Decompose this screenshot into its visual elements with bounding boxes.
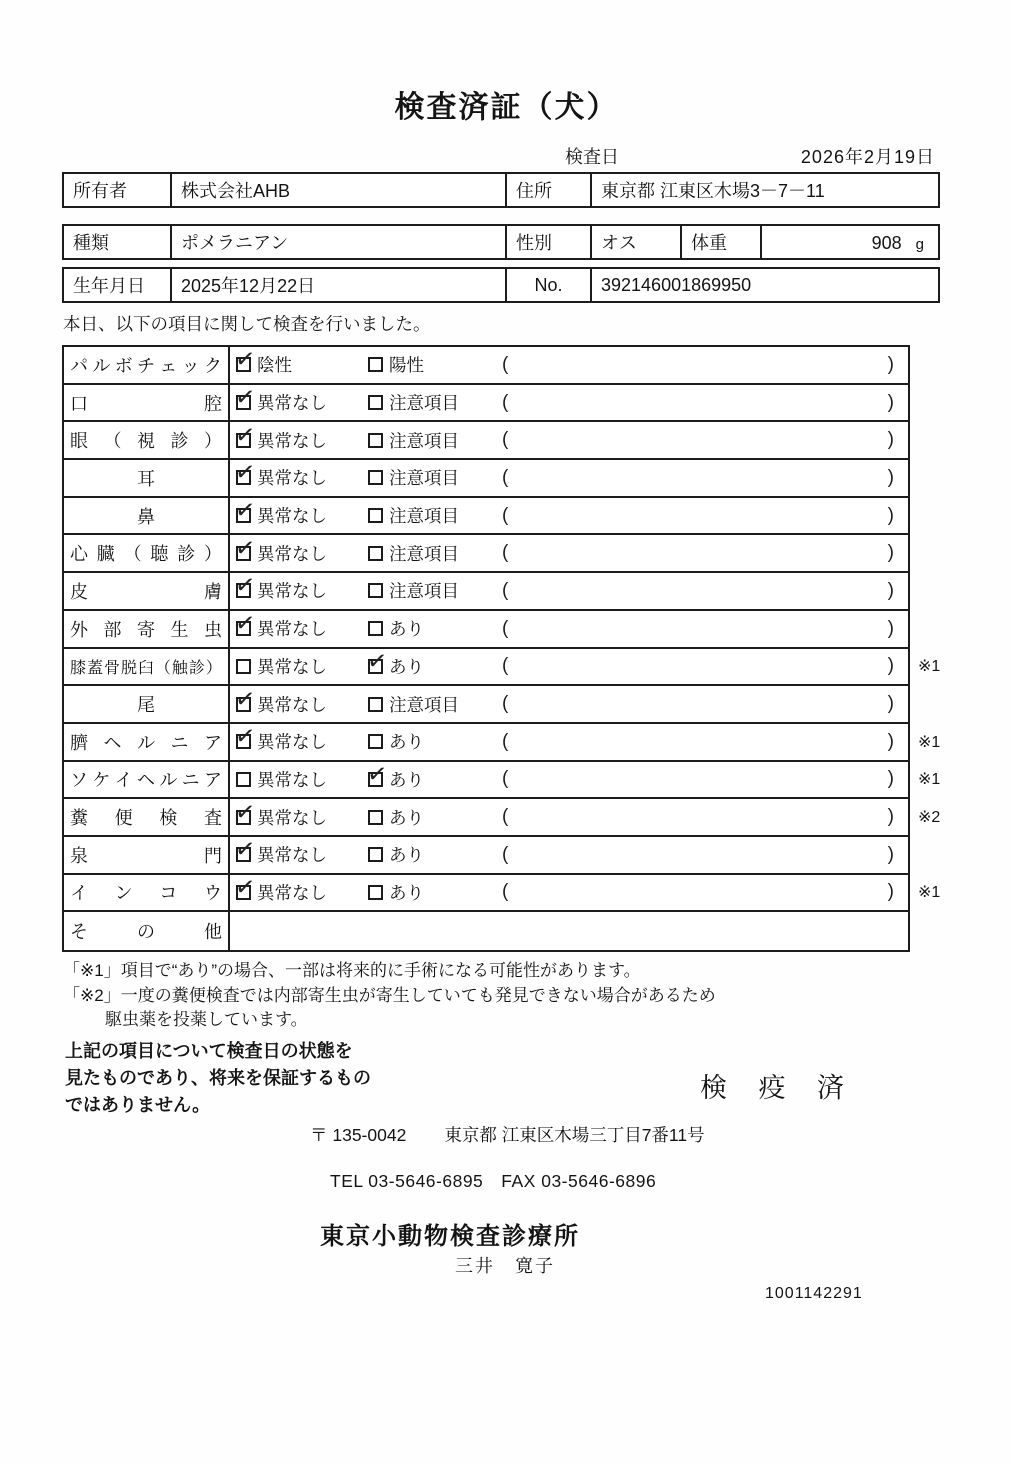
option-label: あり xyxy=(389,807,424,828)
inspection-row xyxy=(64,649,941,687)
option-label: あり xyxy=(389,732,424,753)
breed-value: ポメラニアン xyxy=(172,226,507,258)
inspection-row-content xyxy=(230,385,908,421)
paren-close: ) xyxy=(887,881,894,903)
footnote-mark: ※2 xyxy=(918,809,941,827)
inspection-item-name: 糞 便 検 査 xyxy=(64,799,230,835)
inspection-option xyxy=(236,799,327,835)
inspection-option xyxy=(236,611,327,647)
checkbox-checked-icon xyxy=(236,697,251,712)
footnote-mark: ※1 xyxy=(918,771,941,789)
inspection-option xyxy=(368,498,459,534)
checkbox-unchecked-icon xyxy=(368,847,383,862)
breed-row xyxy=(62,224,940,260)
paren-open: ( xyxy=(502,768,509,790)
option-label: 陽性 xyxy=(389,355,424,376)
checkbox-checked-icon xyxy=(368,659,383,674)
inspection-row xyxy=(64,573,908,611)
inspection-option xyxy=(368,799,424,835)
weight-label: 体重 xyxy=(682,226,762,258)
inspection-row-content xyxy=(230,799,908,835)
checkbox-checked-icon xyxy=(236,885,251,900)
paren-open: ( xyxy=(502,843,509,865)
inspection-option xyxy=(236,498,327,534)
checkbox-unchecked-icon xyxy=(368,470,383,485)
inspection-row xyxy=(64,498,908,536)
checkbox-checked-icon xyxy=(236,847,251,862)
clinic-address: 東京都 江東区木場三丁目7番11号 xyxy=(444,1125,705,1145)
option-label: あり xyxy=(389,769,424,790)
checkbox-checked-icon xyxy=(236,810,251,825)
paren-close: ) xyxy=(887,504,894,526)
inspection-table xyxy=(62,345,941,952)
inspection-row-content xyxy=(230,724,908,760)
inspection-item-name: 眼 （ 視 診 ） xyxy=(64,422,230,458)
inspection-option xyxy=(236,535,327,571)
inspection-option xyxy=(368,611,424,647)
footnote-mark: ※1 xyxy=(918,658,941,676)
paren-open: ( xyxy=(502,353,509,375)
option-label: 異常なし xyxy=(257,845,327,866)
inspection-item-name: パ ル ボ チ ェ ッ ク xyxy=(64,347,230,383)
option-label: 異常なし xyxy=(257,430,327,451)
inspection-item-name: 外 部 寄 生 虫 xyxy=(64,611,230,647)
inspection-option xyxy=(236,724,327,760)
option-label: あり xyxy=(389,882,424,903)
inspection-row xyxy=(64,460,908,498)
inspection-row xyxy=(64,837,908,875)
quarantine-stamp: 検 疫 済 xyxy=(700,1073,857,1103)
option-label: 異常なし xyxy=(257,581,327,602)
inspection-item-name: 口 腔 xyxy=(64,385,230,421)
paren-open: ( xyxy=(502,391,509,413)
inspection-row-content xyxy=(230,875,908,911)
option-label: あり xyxy=(389,619,424,640)
inspection-row xyxy=(64,686,908,724)
paren-close: ) xyxy=(887,768,894,790)
option-label: 注意項目 xyxy=(389,506,459,527)
checkbox-unchecked-icon xyxy=(368,885,383,900)
option-label: 注意項目 xyxy=(389,694,459,715)
checkbox-unchecked-icon xyxy=(368,621,383,636)
inspection-item-name: 膝 蓋 骨 脱 臼 （ 触 診 ） xyxy=(64,649,230,685)
checkbox-checked-icon xyxy=(236,546,251,561)
option-label: 異常なし xyxy=(257,882,327,903)
inspection-row-content xyxy=(230,498,908,534)
inspection-option xyxy=(236,837,327,873)
paren-open: ( xyxy=(502,504,509,526)
option-label: 異常なし xyxy=(257,506,327,527)
breed-label: 種類 xyxy=(64,226,172,258)
inspection-item-name: イ ン コ ウ xyxy=(64,875,230,911)
inspection-date-label: 検査日 xyxy=(565,147,619,167)
birth-row xyxy=(62,267,940,303)
inspection-row-content xyxy=(230,837,908,873)
inspection-row-content xyxy=(230,573,908,609)
serial-number: 1001142291 xyxy=(765,1285,863,1302)
checkbox-unchecked-icon xyxy=(368,697,383,712)
birth-label: 生年月日 xyxy=(64,269,172,301)
address-value: 東京都 江東区木場3－7－11 xyxy=(601,181,825,201)
footnote-1: 「※1」項目で“あり”の場合、一部は将来的に手術になる可能性があります。 xyxy=(63,961,641,980)
checkbox-unchecked-icon xyxy=(368,810,383,825)
option-label: 注意項目 xyxy=(389,430,459,451)
checkbox-checked-icon xyxy=(368,772,383,787)
inspection-option xyxy=(368,535,459,571)
paren-open: ( xyxy=(502,466,509,488)
checkbox-unchecked-icon xyxy=(368,734,383,749)
inspection-row-content xyxy=(230,611,908,647)
doc-no-value: 392146001869950 xyxy=(601,274,752,295)
paren-open: ( xyxy=(502,806,509,828)
inspection-option xyxy=(236,460,327,496)
checkbox-unchecked-icon xyxy=(368,508,383,523)
option-label: 異常なし xyxy=(257,769,327,790)
inspection-item-name: そ の 他 xyxy=(64,912,230,950)
footnote-2: 「※2」一度の糞便検査では内部寄生虫が寄生していても発見できない場合があるため xyxy=(63,985,716,1005)
inspection-option xyxy=(368,385,459,421)
doc-no-label: No. xyxy=(507,269,592,301)
inspection-row-content xyxy=(230,649,908,685)
paren-open: ( xyxy=(502,542,509,564)
paren-close: ) xyxy=(887,730,894,752)
option-label: 陰性 xyxy=(257,355,292,376)
inspection-option xyxy=(368,573,459,609)
inspection-option xyxy=(236,347,292,383)
paren-close: ) xyxy=(887,843,894,865)
checkbox-unchecked-icon xyxy=(368,433,383,448)
checkbox-unchecked-icon xyxy=(236,659,251,674)
inspection-item-name: ソ ケ イ ヘ ル ニ ア xyxy=(64,762,230,798)
footnote-mark: ※1 xyxy=(918,884,941,902)
inspection-option xyxy=(368,762,424,798)
paren-open: ( xyxy=(502,693,509,715)
option-label: 異常なし xyxy=(257,807,327,828)
option-label: 注意項目 xyxy=(389,581,459,602)
footnotes xyxy=(63,959,716,1033)
option-label: 異常なし xyxy=(257,543,327,564)
paren-open: ( xyxy=(502,429,509,451)
inspection-option xyxy=(368,875,424,911)
checkbox-unchecked-icon xyxy=(368,395,383,410)
inspection-item-name: 皮 膚 xyxy=(64,573,230,609)
inspection-option xyxy=(236,422,327,458)
disclaimer-line-1: 上記の項目について検査日の状態を xyxy=(65,1041,353,1061)
postal-code: 〒 135-0042 xyxy=(310,1125,407,1145)
option-label: 異常なし xyxy=(257,694,327,715)
inspection-item-name: 心 臓 （ 聴 診 ） xyxy=(64,535,230,571)
inspection-item-name: 鼻 xyxy=(64,498,230,534)
checkbox-unchecked-icon xyxy=(368,546,383,561)
inspection-row xyxy=(64,724,941,762)
owner-row xyxy=(62,172,940,208)
checkbox-unchecked-icon xyxy=(368,583,383,598)
footnote-mark: ※1 xyxy=(918,733,941,751)
option-label: 注意項目 xyxy=(389,393,459,414)
inspection-item-name: 臍 ヘ ル ニ ア xyxy=(64,724,230,760)
inspection-item-name: 尾 xyxy=(64,686,230,722)
paren-close: ) xyxy=(887,693,894,715)
paren-open: ( xyxy=(502,579,509,601)
inspection-option xyxy=(236,649,327,685)
inspection-option xyxy=(236,385,327,421)
checkbox-checked-icon xyxy=(236,357,251,372)
weight-unit: g xyxy=(915,236,924,253)
inspection-row xyxy=(64,875,941,913)
inspection-row-content xyxy=(230,762,908,798)
birth-value: 2025年12月22日 xyxy=(172,269,507,301)
page-title: 検査済証（犬） xyxy=(394,91,619,124)
paren-open: ( xyxy=(502,617,509,639)
sex-value: オス xyxy=(592,226,682,258)
option-label: 異常なし xyxy=(257,619,327,640)
inspection-option xyxy=(368,649,424,685)
inspection-item-name: 耳 xyxy=(64,460,230,496)
paren-close: ) xyxy=(887,617,894,639)
checkbox-unchecked-icon xyxy=(368,357,383,372)
clinic-name: 東京小動物検査診療所 xyxy=(320,1223,580,1250)
inspection-option xyxy=(368,460,459,496)
inspection-option xyxy=(368,347,424,383)
inspection-option xyxy=(368,724,424,760)
disclaimer-line-2: 見たものであり、将来を保証するもの xyxy=(65,1068,371,1088)
option-label: 異常なし xyxy=(257,656,327,677)
weight-value: 908 xyxy=(871,233,902,253)
owner-value: 株式会社AHB xyxy=(172,174,507,206)
paren-close: ) xyxy=(887,429,894,451)
paren-open: ( xyxy=(502,881,509,903)
inspection-row xyxy=(64,762,941,800)
checkbox-checked-icon xyxy=(236,621,251,636)
paren-open: ( xyxy=(502,655,509,677)
inspection-option xyxy=(368,422,459,458)
sex-label: 性別 xyxy=(507,226,592,258)
option-label: 異常なし xyxy=(257,732,327,753)
checkbox-checked-icon xyxy=(236,470,251,485)
intro-text: 本日、以下の項目に関して検査を行いました。 xyxy=(63,314,431,334)
clinic-address-line xyxy=(310,1122,705,1147)
paren-close: ) xyxy=(887,542,894,564)
inspection-row-content xyxy=(230,686,908,722)
inspection-row xyxy=(64,535,908,573)
inspection-option xyxy=(236,686,327,722)
inspection-option xyxy=(236,875,327,911)
inspection-option xyxy=(236,573,327,609)
paren-open: ( xyxy=(502,730,509,752)
option-label: 注意項目 xyxy=(389,468,459,489)
checkbox-checked-icon xyxy=(236,508,251,523)
paren-close: ) xyxy=(887,806,894,828)
weight-value-cell xyxy=(762,226,938,258)
inspection-row-content xyxy=(230,535,908,571)
inspection-row-content xyxy=(230,912,908,950)
inspection-item-name: 泉 門 xyxy=(64,837,230,873)
paren-close: ) xyxy=(887,391,894,413)
checkbox-checked-icon xyxy=(236,583,251,598)
paren-close: ) xyxy=(887,655,894,677)
checkbox-checked-icon xyxy=(236,734,251,749)
option-label: 異常なし xyxy=(257,468,327,489)
disclaimer-text xyxy=(65,1038,371,1119)
inspection-option xyxy=(368,837,424,873)
inspection-row-content xyxy=(230,460,908,496)
inspection-row xyxy=(64,912,908,950)
inspection-option xyxy=(236,762,327,798)
inspection-row xyxy=(64,799,941,837)
veterinarian-name: 三井 寛子 xyxy=(455,1256,555,1276)
inspection-date-value: 2026年2月19日 xyxy=(800,147,935,167)
inspection-option xyxy=(368,686,459,722)
option-label: 異常なし xyxy=(257,393,327,414)
paren-close: ) xyxy=(887,353,894,375)
inspection-row-content xyxy=(230,347,908,383)
checkbox-checked-icon xyxy=(236,433,251,448)
owner-label: 所有者 xyxy=(64,174,172,206)
checkbox-unchecked-icon xyxy=(236,772,251,787)
tel-fax-line: TEL 03-5646-6895 FAX 03-5646-6896 xyxy=(330,1171,657,1191)
inspection-row-content xyxy=(230,422,908,458)
option-label: 注意項目 xyxy=(389,543,459,564)
checkbox-checked-icon xyxy=(236,395,251,410)
option-label: あり xyxy=(389,845,424,866)
option-label: あり xyxy=(389,656,424,677)
inspection-row xyxy=(64,347,908,385)
disclaimer-line-3: ではありません。 xyxy=(65,1095,211,1115)
inspection-row xyxy=(64,611,908,649)
inspection-row xyxy=(64,385,908,423)
address-label: 住所 xyxy=(507,174,592,206)
paren-close: ) xyxy=(887,466,894,488)
inspection-row xyxy=(64,422,908,460)
paren-close: ) xyxy=(887,579,894,601)
footnote-2-continuation: 駆虫薬を投薬しています。 xyxy=(105,1010,308,1029)
